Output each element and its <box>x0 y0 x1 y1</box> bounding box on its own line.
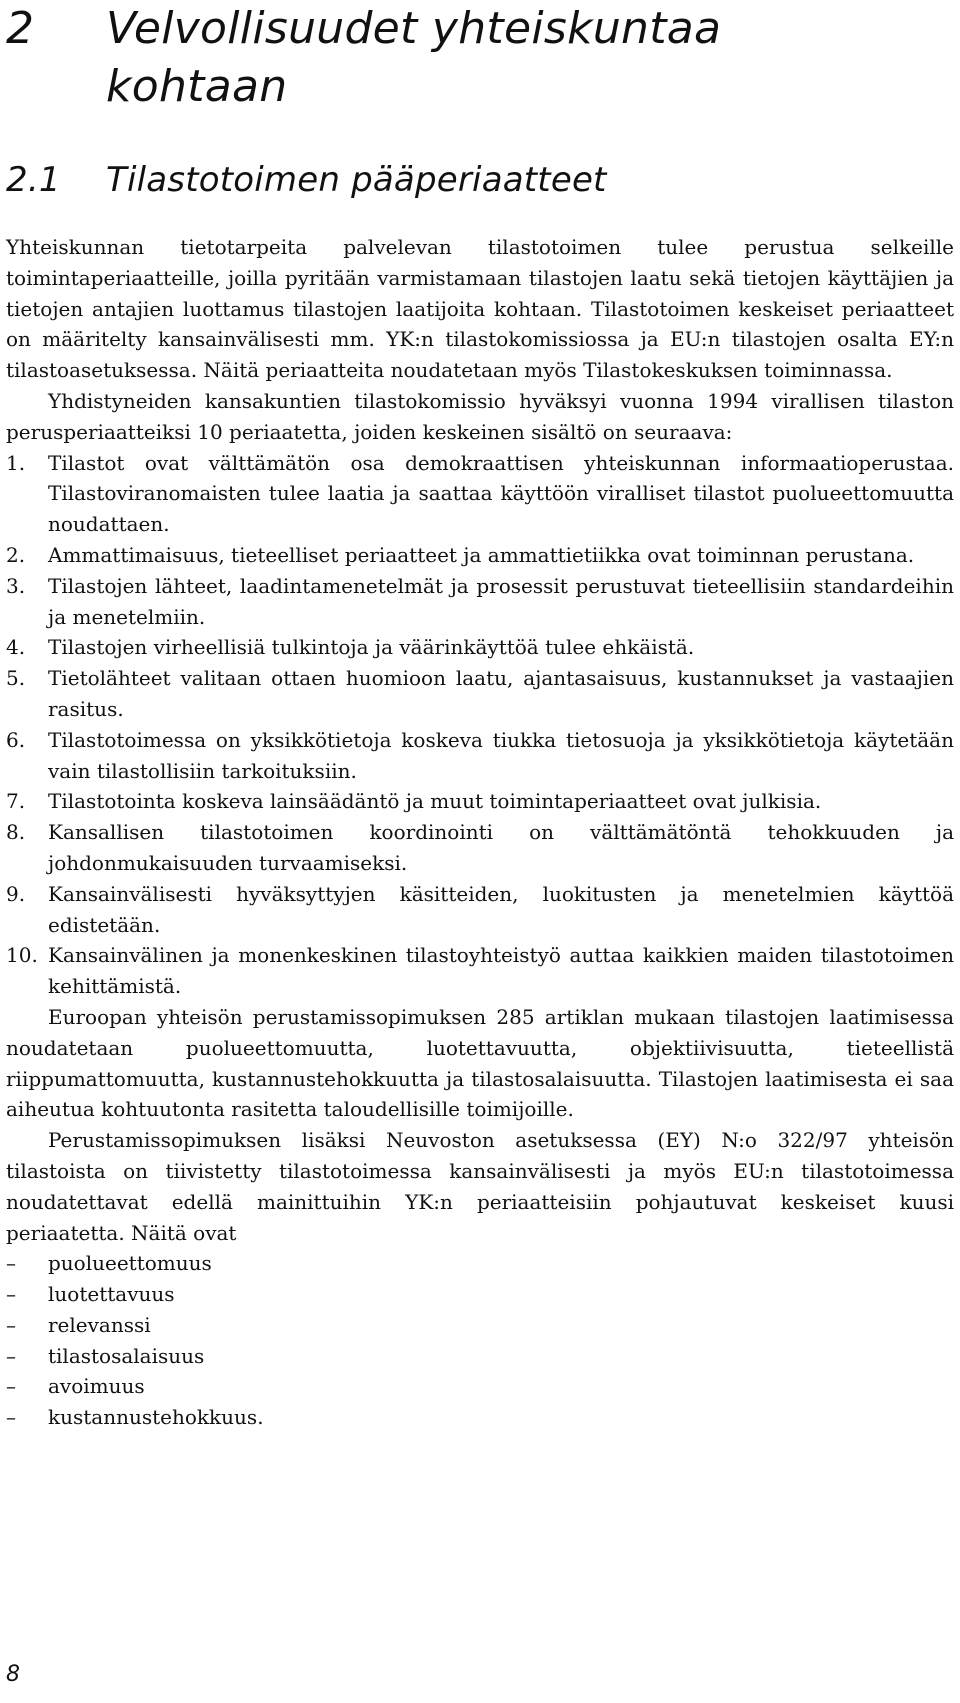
list-item-text: Tietolähteet valitaan ottaen huomioon laatu, ajantasaisuus, kustannukset ja vastaajien rasitus. <box>48 666 954 721</box>
council-paragraph: Perustamissopimuksen lisäksi Neuvoston asetuksessa (EY) N:o 322/97 yhteisön tilastoista on tiivistetty tilastotoimessa kansainvälisesti ja myös EU:n tilastotoimessa noudatettavat edellä mainittuihin YK:n periaatteisiin pohjautuvat keskeiset kuusi periaatetta. Näitä ovat <box>6 1128 954 1245</box>
list-item <box>6 540 954 571</box>
list-item <box>6 571 954 633</box>
list-item-text: relevanssi <box>48 1312 151 1337</box>
un-paragraph: Yhdistyneiden kansakuntien tilastokomissio hyväksyi vuonna 1994 virallisen tilaston perusperiaatteiksi 10 periaatetta, joiden keskeinen sisältö on seuraava: <box>6 388 954 444</box>
section-number: 2.1 <box>6 160 61 200</box>
list-item <box>6 1248 954 1279</box>
list-item-text: Kansainvälinen ja monenkeskinen tilastoyhteistyö auttaa kaikkien maiden tilastotoimen kehittämistä. <box>48 943 954 999</box>
principles-list <box>6 448 954 1002</box>
list-item-text: Tilastotointa koskeva lainsäädäntö ja muut toimintaperiaatteet ovat julkisia. <box>48 789 822 814</box>
list-item-number: 8. <box>6 820 26 845</box>
dash-bullet: – <box>6 1343 16 1368</box>
list-item-text: Tilastojen lähteet, laadintamenetelmät ja prosessit perustuvat tieteellisiin standardeihin ja menetelmiin. <box>48 573 954 629</box>
list-item-number: 1. <box>6 450 26 475</box>
list-item-number: 10. <box>6 943 38 968</box>
list-item <box>6 632 954 663</box>
list-item <box>6 1279 954 1310</box>
section-heading <box>6 158 954 202</box>
dash-bullet: – <box>6 1251 16 1276</box>
list-item-text: Tilastot ovat välttämätön osa demokraattisen yhteiskunnan informaatioperustaa. Tilastoviranomaisten tulee laatia ja saattaa käyttöön viralliset tilastot puolueettomuutta noudattaen. <box>48 450 954 537</box>
list-item-number: 4. <box>6 635 26 660</box>
list-item <box>6 1310 954 1341</box>
list-item-number: 2. <box>6 542 26 567</box>
chapter-heading <box>6 0 954 116</box>
eu-paragraph: Euroopan yhteisön perustamissopimuksen 285 artiklan mukaan tilastojen laatimisessa noudatetaan puolueettomuutta, luotettavuutta, objektiivisuutta, tieteellistä riippumattomuutta, kustannustehokkuutta ja tilastosalaisuutta. Tilastojen laatimisesta ei saa aiheutua kohtuutonta rasitetta taloudellisille toimijoille. <box>6 1004 954 1122</box>
list-item-text: puolueettomuus <box>48 1251 212 1276</box>
list-item <box>6 786 954 817</box>
list-item-text: Tilastojen virheellisiä tulkintoja ja väärinkäyttöä tulee ehkäistä. <box>48 635 695 660</box>
list-item-number: 6. <box>6 727 26 752</box>
section-title: Tilastotoimen pääperiaatteet <box>106 160 607 200</box>
list-item-number: 7. <box>6 789 26 814</box>
list-item-number: 5. <box>6 666 26 691</box>
dash-bullet: – <box>6 1312 16 1337</box>
dash-bullet: – <box>6 1405 16 1430</box>
list-item <box>6 817 954 879</box>
list-item-text: avoimuus <box>48 1374 145 1399</box>
list-item-text: Kansainvälisesti hyväksyttyjen käsitteiden, luokitusten ja menetelmien käyttöä edistetään. <box>48 881 954 937</box>
list-item <box>6 940 954 1002</box>
list-item <box>6 879 954 941</box>
list-item <box>6 1341 954 1372</box>
page-number: 8 <box>6 1662 20 1687</box>
body-text <box>6 232 954 1433</box>
list-item-number: 3. <box>6 573 26 598</box>
list-item-text: kustannustehokkuus. <box>48 1405 264 1430</box>
list-item <box>6 725 954 787</box>
chapter-title-line2: kohtaan <box>106 61 288 112</box>
chapter-title-line1: Velvollisuudet yhteiskuntaa <box>106 3 722 54</box>
document-page <box>6 0 954 1433</box>
chapter-number: 2 <box>6 3 35 54</box>
intro-paragraph: Yhteiskunnan tietotarpeita palvelevan tilastotoimen tulee perustua selkeille toimintaperiaatteille, joilla pyritään varmistamaan tilastojen laatu sekä tietojen käyttäjien ja tietojen antajien luottamus tilastojen laatijoita kohtaan. Tilastotoimen keskeiset periaatteet on määritelty kansainvälisesti mm. YK:n tilastokomissiossa ja EU:n tilastojen osalta EY:n tilastoasetuksessa. Näitä periaatteita noudatetaan myös Tilastokeskuksen toiminnassa. <box>6 235 954 383</box>
dash-bullet: – <box>6 1374 16 1399</box>
six-principles-list <box>6 1248 954 1433</box>
list-item-text: Ammattimaisuus, tieteelliset periaatteet ja ammattietiikka ovat toiminnan perustana. <box>48 542 915 567</box>
list-item-text: Kansallisen tilastotoimen koordinointi on välttämätöntä tehokkuuden ja johdonmukaisuuden turvaamiseksi. <box>48 820 954 875</box>
list-item-text: luotettavuus <box>48 1282 175 1307</box>
list-item-text: tilastosalaisuus <box>48 1343 205 1368</box>
dash-bullet: – <box>6 1282 16 1307</box>
list-item <box>6 448 954 540</box>
list-item <box>6 1371 954 1402</box>
list-item <box>6 663 954 725</box>
list-item <box>6 1402 954 1433</box>
list-item-number: 9. <box>6 881 26 906</box>
list-item-text: Tilastotoimessa on yksikkötietoja koskeva tiukka tietosuoja ja yksikkötietoja käytetään vain tilastollisiin tarkoituksiin. <box>48 727 954 783</box>
